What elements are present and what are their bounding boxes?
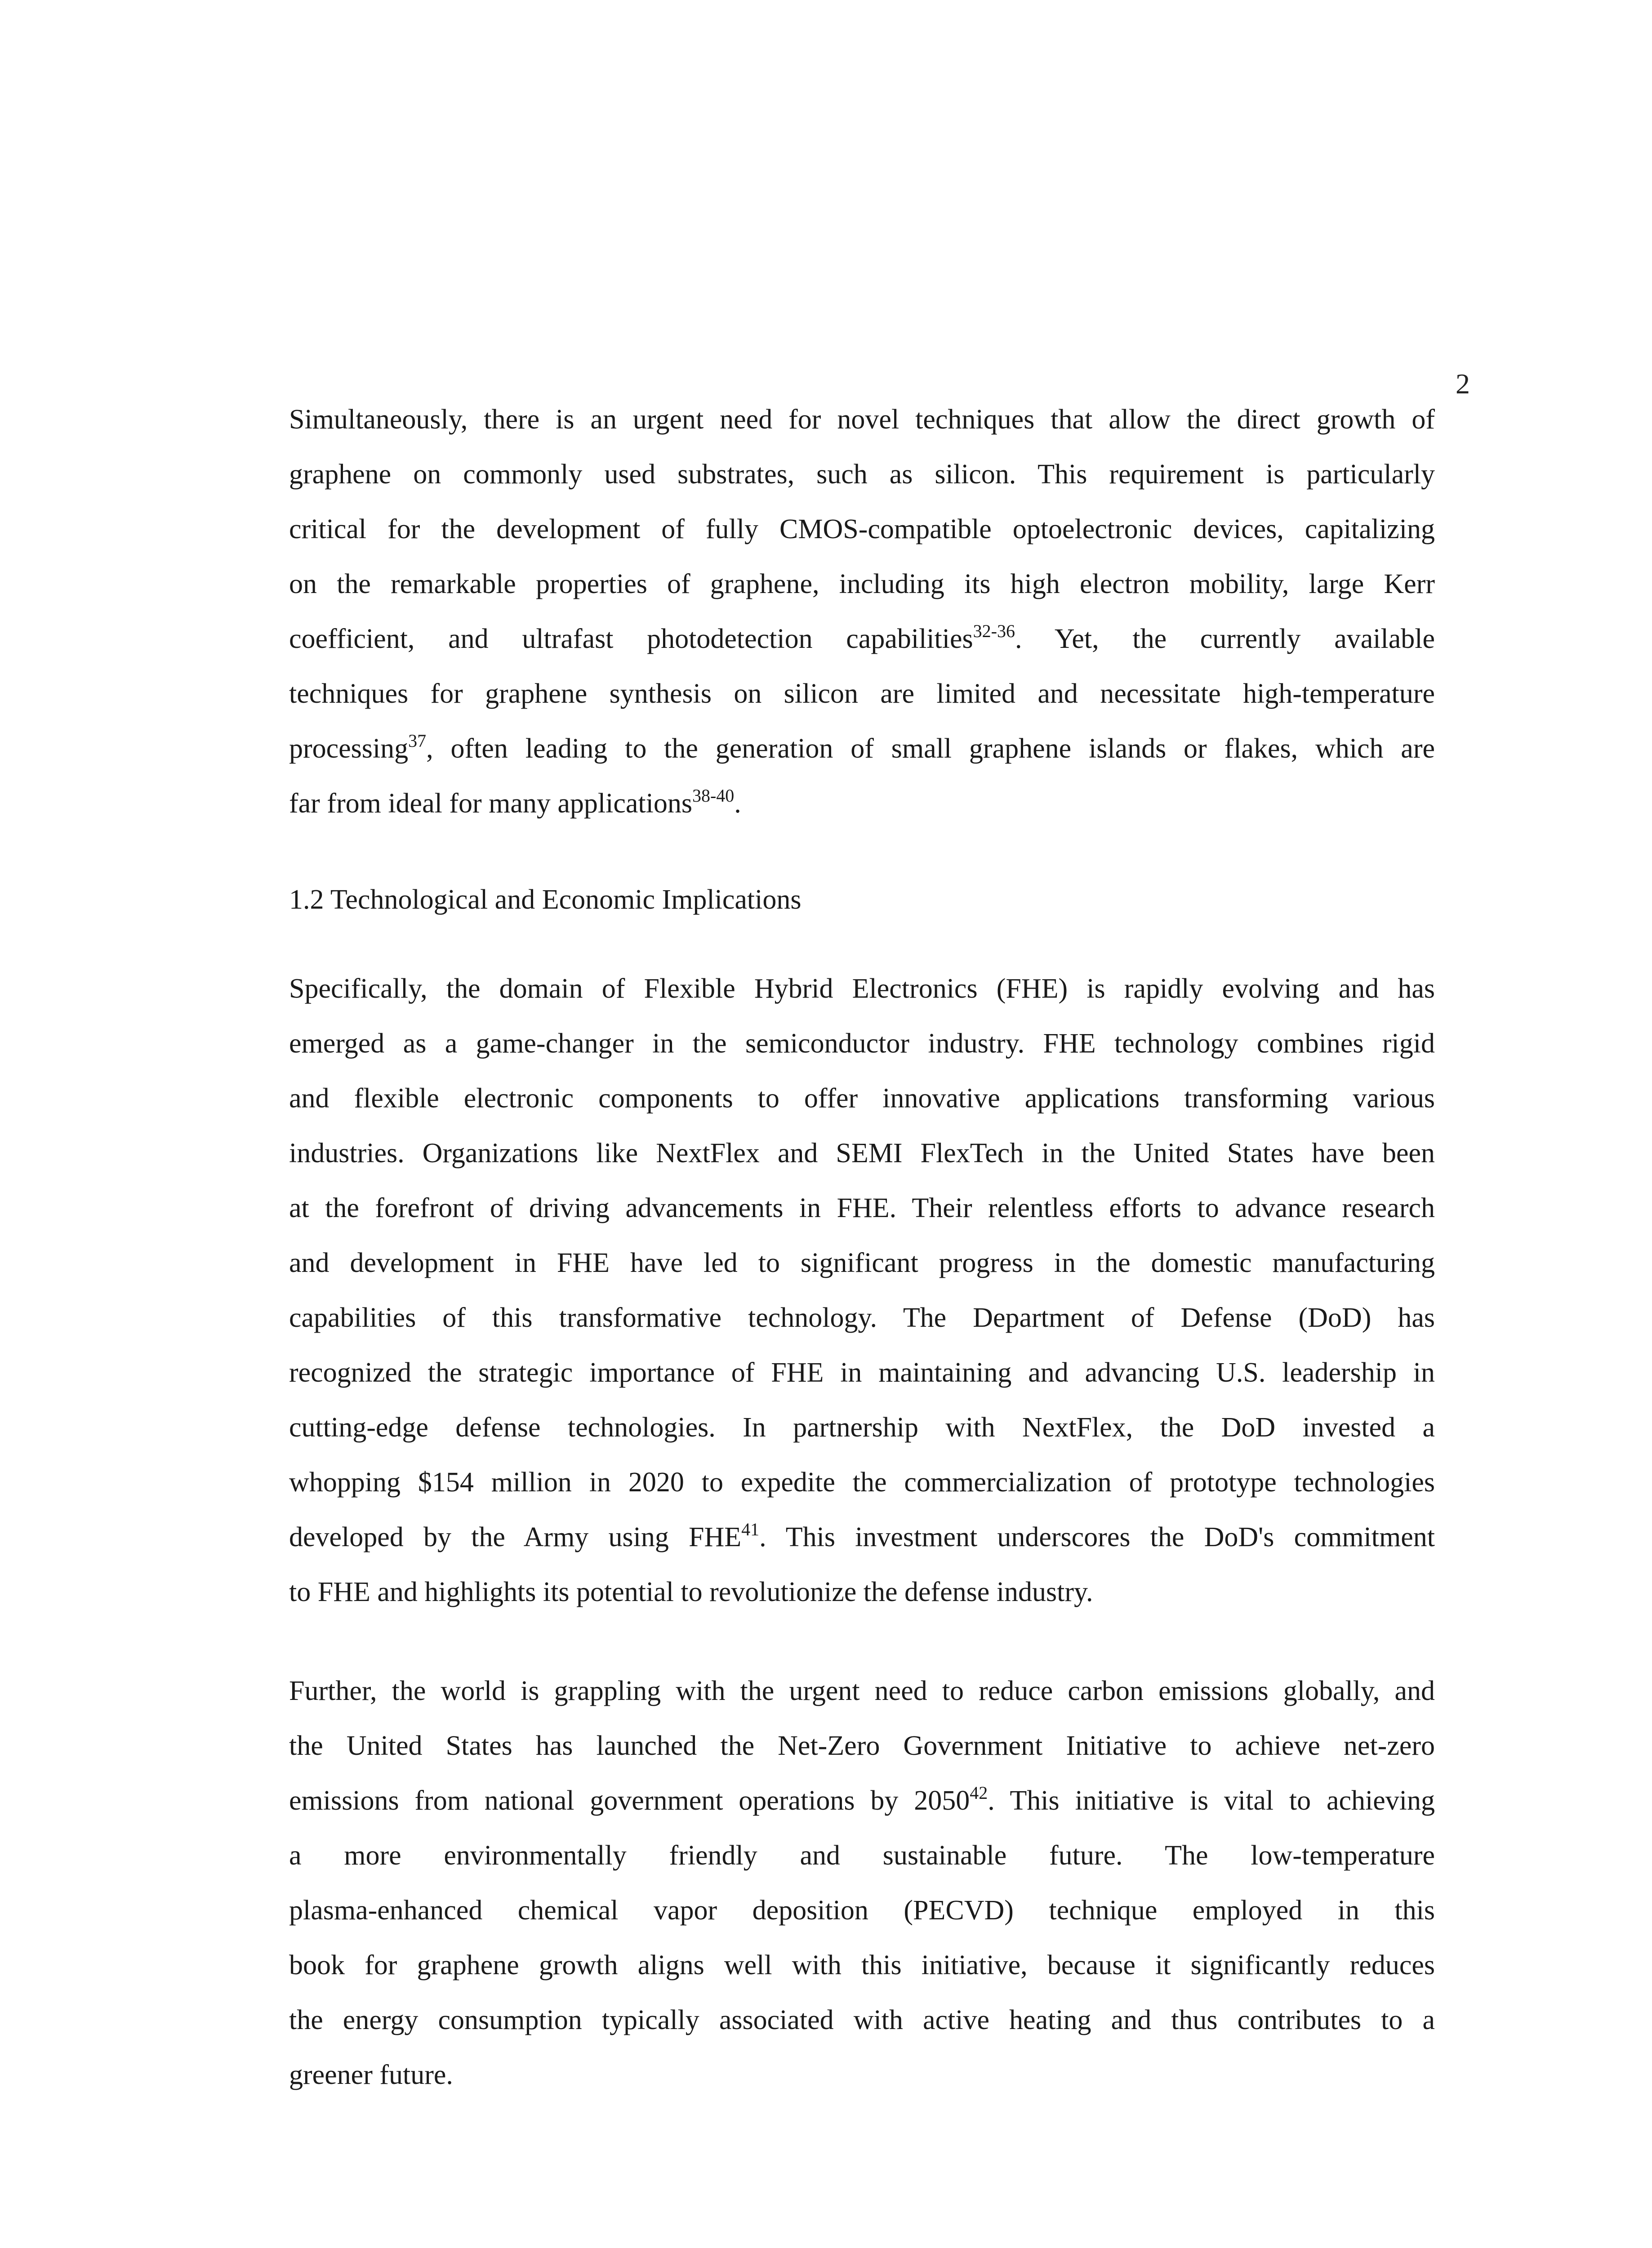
text-line: whopping $154 million in 2020 to expedite the commercialization of prototype technologies [289,1467,1435,1498]
text-line: graphene on commonly used substrates, such as silicon. This requirement is particularly [289,459,1435,490]
text-span: far from ideal for many applications [289,788,692,819]
text-span: developed by the Army using FHE [289,1522,742,1552]
text-line: greener future. [289,2060,453,2090]
citation-reference: 37 [408,731,427,751]
text-line: Further, the world is grappling with the urgent need to reduce carbon emissions globally, and [289,1676,1435,1706]
text-line: the energy consumption typically associated with active heating and thus contributes to a [289,2005,1435,2035]
text-line [289,1773,1435,1828]
text-line: capabilities of this transformative technology. The Department of Defense (DoD) has [289,1302,1435,1333]
section-heading: 1.2 Technological and Economic Implications [289,884,802,915]
text-line: and development in FHE have led to significant progress in the domestic manufacturing [289,1248,1435,1278]
text-line: on the remarkable properties of graphene, including its high electron mobility, large Kerr [289,569,1435,599]
text-line [289,1510,1435,1565]
text-span: . This investment underscores the DoD's commitment [759,1522,1435,1552]
text-line: industries. Organizations like NextFlex and SEMI FlexTech in the United States have been [289,1138,1435,1169]
text-line: at the forefront of driving advancements in FHE. Their relentless efforts to advance research [289,1193,1435,1223]
citation-reference: 38-40 [692,785,735,806]
text-line: to FHE and highlights its potential to revolutionize the defense industry. [289,1577,1093,1607]
text-line: a more environmentally friendly and sustainable future. The low-temperature [289,1840,1435,1871]
text-line: critical for the development of fully CMOS-compatible optoelectronic devices, capitalizing [289,514,1435,544]
paragraph-3 [289,1664,1435,2102]
text-span: . This initiative is vital to achieving [988,1785,1435,1816]
page-number: 2 [1456,368,1470,400]
text-span: processing [289,733,409,764]
text-span: . [734,788,741,819]
text-line: book for graphene growth aligns well with this initiative, because it significantly reduces [289,1950,1435,1980]
text-line: plasma-enhanced chemical vapor deposition (PECVD) technique employed in this [289,1895,1435,1926]
citation-reference: 42 [970,1783,988,1803]
text-span: emissions from national government operations by 2050 [289,1785,970,1816]
text-line [289,611,1435,666]
text-line [289,776,1435,831]
text-line: cutting-edge defense technologies. In partnership with NextFlex, the DoD invested a [289,1412,1435,1443]
paragraph-2 [289,961,1435,1619]
text-line: emerged as a game-changer in the semiconductor industry. FHE technology combines rigid [289,1028,1435,1059]
citation-reference: 41 [741,1519,760,1539]
text-line: techniques for graphene synthesis on silicon are limited and necessitate high-temperature [289,678,1435,709]
text-line [289,721,1435,776]
text-line: Specifically, the domain of Flexible Hybrid Electronics (FHE) is rapidly evolving and has [289,973,1435,1004]
text-line: and flexible electronic components to offer innovative applications transforming various [289,1083,1435,1114]
text-line: recognized the strategic importance of FHE in maintaining and advancing U.S. leadership in [289,1357,1435,1388]
text-line: Simultaneously, there is an urgent need for novel techniques that allow the direct growth of [289,404,1435,435]
text-line: the United States has launched the Net-Zero Government Initiative to achieve net-zero [289,1731,1435,1761]
text-span: . Yet, the currently available [1015,624,1435,654]
citation-reference: 32-36 [973,621,1015,641]
paragraph-1 [289,392,1435,831]
text-span: coefficient, and ultrafast photodetection capabilities [289,624,973,654]
text-span: , often leading to the generation of small graphene islands or flakes, which are [426,733,1435,764]
